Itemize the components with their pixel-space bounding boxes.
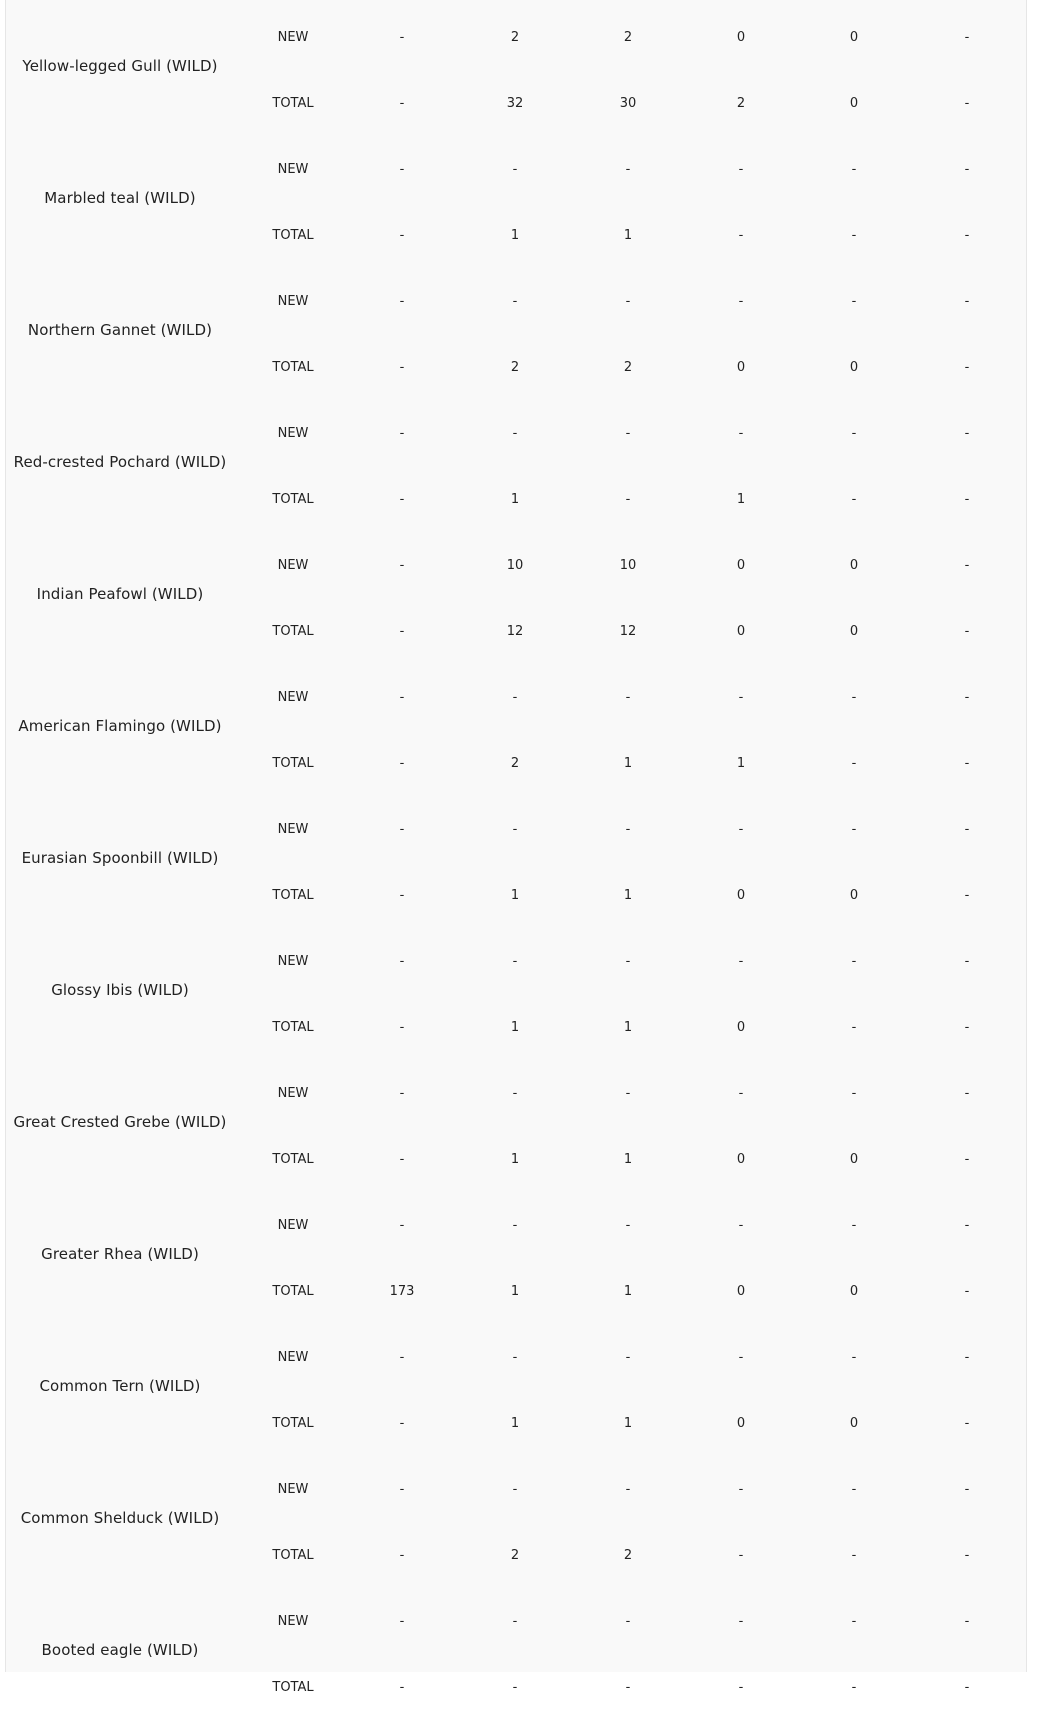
total-value: 2 <box>510 756 520 771</box>
new-value: - <box>738 822 744 837</box>
species-row <box>6 1584 1026 1716</box>
species-name: Great Crested Grebe (WILD) <box>13 1113 227 1131</box>
species-row <box>6 1188 1026 1320</box>
total-value: - <box>964 1020 970 1035</box>
species-row <box>6 660 1026 792</box>
total-value: - <box>625 1680 631 1695</box>
new-value: - <box>738 294 744 309</box>
total-row <box>6 621 1028 643</box>
new-value: 0 <box>849 30 859 45</box>
new-value: 0 <box>736 30 746 45</box>
total-value: - <box>964 492 970 507</box>
species-name: Indian Peafowl (WILD) <box>36 585 204 603</box>
total-value: - <box>964 1680 970 1695</box>
new-label: NEW <box>277 1350 309 1365</box>
new-row <box>6 555 1028 577</box>
new-value: - <box>625 1350 631 1365</box>
total-row <box>6 357 1028 379</box>
total-value: 1 <box>623 888 633 903</box>
new-value: - <box>399 426 405 441</box>
total-value: - <box>964 96 970 111</box>
total-label: TOTAL <box>272 888 314 903</box>
new-value: - <box>399 1482 405 1497</box>
new-value: 0 <box>736 558 746 573</box>
total-value: - <box>738 1680 744 1695</box>
new-value: - <box>399 1086 405 1101</box>
total-value: 0 <box>849 1284 859 1299</box>
total-label: TOTAL <box>272 492 314 507</box>
new-value: - <box>851 426 857 441</box>
new-label: NEW <box>277 1086 309 1101</box>
new-row <box>6 687 1028 709</box>
total-value: 1 <box>510 1020 520 1035</box>
new-label: NEW <box>277 954 309 969</box>
total-value: - <box>738 1548 744 1563</box>
species-name: Yellow-legged Gull (WILD) <box>22 57 218 75</box>
new-value: - <box>851 954 857 969</box>
total-value: - <box>851 756 857 771</box>
total-value: 2 <box>510 360 520 375</box>
total-value: 2 <box>623 360 633 375</box>
new-value: - <box>851 1482 857 1497</box>
new-value: - <box>964 30 970 45</box>
total-value: 0 <box>736 1416 746 1431</box>
total-row <box>6 1677 1028 1699</box>
new-row <box>6 291 1028 313</box>
total-row <box>6 1413 1028 1435</box>
new-label: NEW <box>277 1482 309 1497</box>
species-name: Booted eagle (WILD) <box>41 1641 199 1659</box>
new-value: - <box>512 1086 518 1101</box>
total-label: TOTAL <box>272 624 314 639</box>
new-value: - <box>964 294 970 309</box>
total-value: 2 <box>736 96 746 111</box>
new-value: - <box>964 1218 970 1233</box>
new-value: - <box>964 1614 970 1629</box>
new-value: - <box>512 426 518 441</box>
new-value: - <box>964 1086 970 1101</box>
species-name: Red-crested Pochard (WILD) <box>13 453 227 471</box>
new-value: - <box>399 1350 405 1365</box>
species-name: Eurasian Spoonbill (WILD) <box>21 849 219 867</box>
new-value: 10 <box>506 558 524 573</box>
total-value: 30 <box>619 96 637 111</box>
total-value: 0 <box>849 624 859 639</box>
new-value: - <box>964 162 970 177</box>
new-row <box>6 1611 1028 1633</box>
total-value: 1 <box>510 492 520 507</box>
new-value: - <box>625 294 631 309</box>
total-value: - <box>399 888 405 903</box>
total-value: - <box>399 1680 405 1695</box>
new-label: NEW <box>277 690 309 705</box>
new-value: - <box>738 1086 744 1101</box>
total-row <box>6 93 1028 115</box>
total-value: 0 <box>849 360 859 375</box>
total-value: - <box>738 228 744 243</box>
total-value: 12 <box>619 624 637 639</box>
new-value: - <box>964 822 970 837</box>
new-value: - <box>399 558 405 573</box>
total-row <box>6 1281 1028 1303</box>
new-value: - <box>512 1350 518 1365</box>
new-value: - <box>625 690 631 705</box>
total-value: - <box>399 756 405 771</box>
total-value: - <box>964 1548 970 1563</box>
total-value: - <box>964 1284 970 1299</box>
total-value: - <box>851 492 857 507</box>
total-row <box>6 885 1028 907</box>
total-value: 1 <box>510 888 520 903</box>
total-label: TOTAL <box>272 96 314 111</box>
new-label: NEW <box>277 294 309 309</box>
new-value: - <box>851 162 857 177</box>
new-value: 2 <box>510 30 520 45</box>
new-value: - <box>625 426 631 441</box>
total-label: TOTAL <box>272 756 314 771</box>
species-row <box>6 132 1026 264</box>
new-value: - <box>851 822 857 837</box>
new-row <box>6 1215 1028 1237</box>
total-row <box>6 489 1028 511</box>
new-value: - <box>512 162 518 177</box>
total-value: - <box>851 1020 857 1035</box>
total-value: - <box>399 360 405 375</box>
total-value: 0 <box>849 96 859 111</box>
total-value: 1 <box>736 492 746 507</box>
total-value: 1 <box>623 1152 633 1167</box>
total-label: TOTAL <box>272 1152 314 1167</box>
species-name: Common Tern (WILD) <box>39 1377 201 1395</box>
new-value: - <box>738 1218 744 1233</box>
new-label: NEW <box>277 426 309 441</box>
total-label: TOTAL <box>272 1680 314 1695</box>
total-value: - <box>964 888 970 903</box>
new-value: - <box>399 162 405 177</box>
new-label: NEW <box>277 162 309 177</box>
total-value: 0 <box>736 888 746 903</box>
new-value: - <box>738 426 744 441</box>
species-row <box>6 1320 1026 1452</box>
total-value: 0 <box>849 1416 859 1431</box>
new-value: - <box>738 690 744 705</box>
total-value: 1 <box>510 1416 520 1431</box>
total-value: - <box>399 228 405 243</box>
total-label: TOTAL <box>272 360 314 375</box>
new-value: - <box>851 1218 857 1233</box>
total-label: TOTAL <box>272 228 314 243</box>
total-value: 1 <box>623 756 633 771</box>
new-value: - <box>738 1614 744 1629</box>
new-value: - <box>738 1482 744 1497</box>
total-row <box>6 1149 1028 1171</box>
new-row <box>6 819 1028 841</box>
total-value: - <box>399 1548 405 1563</box>
new-value: - <box>625 1086 631 1101</box>
total-value: 1 <box>510 228 520 243</box>
total-value: 0 <box>849 888 859 903</box>
total-value: - <box>964 228 970 243</box>
new-row <box>6 1479 1028 1501</box>
species-row <box>6 264 1026 396</box>
new-value: - <box>851 690 857 705</box>
new-value: - <box>625 1482 631 1497</box>
new-row <box>6 423 1028 445</box>
new-value: - <box>399 822 405 837</box>
species-row <box>6 1452 1026 1584</box>
new-value: - <box>625 954 631 969</box>
total-value: - <box>964 1152 970 1167</box>
new-value: - <box>964 954 970 969</box>
new-value: - <box>512 822 518 837</box>
new-value: - <box>512 294 518 309</box>
species-row <box>6 528 1026 660</box>
new-value: - <box>964 1350 970 1365</box>
new-value: - <box>738 1350 744 1365</box>
new-value: - <box>512 1614 518 1629</box>
new-row <box>6 1347 1028 1369</box>
new-value: - <box>738 162 744 177</box>
new-value: - <box>851 1614 857 1629</box>
total-value: 1 <box>510 1284 520 1299</box>
total-value: 1 <box>623 228 633 243</box>
new-value: - <box>625 1218 631 1233</box>
total-value: 1 <box>623 1284 633 1299</box>
new-value: - <box>964 690 970 705</box>
new-value: - <box>399 30 405 45</box>
new-value: - <box>738 954 744 969</box>
total-label: TOTAL <box>272 1284 314 1299</box>
total-value: - <box>964 360 970 375</box>
total-value: - <box>399 1416 405 1431</box>
species-row <box>6 924 1026 1056</box>
total-value: - <box>964 624 970 639</box>
new-label: NEW <box>277 30 309 45</box>
new-value: - <box>399 1218 405 1233</box>
total-value: - <box>625 492 631 507</box>
new-value: - <box>512 1482 518 1497</box>
new-value: - <box>399 954 405 969</box>
total-value: - <box>399 624 405 639</box>
total-label: TOTAL <box>272 1548 314 1563</box>
new-label: NEW <box>277 822 309 837</box>
total-value: 1 <box>623 1416 633 1431</box>
total-value: 173 <box>389 1284 415 1299</box>
total-row <box>6 1017 1028 1039</box>
species-name: Marbled teal (WILD) <box>44 189 196 207</box>
new-value: - <box>512 954 518 969</box>
species-name: Common Shelduck (WILD) <box>20 1509 220 1527</box>
total-label: TOTAL <box>272 1020 314 1035</box>
new-value: - <box>625 822 631 837</box>
total-value: 2 <box>510 1548 520 1563</box>
total-value: 12 <box>506 624 524 639</box>
new-value: - <box>851 294 857 309</box>
new-row <box>6 951 1028 973</box>
new-value: - <box>964 426 970 441</box>
species-name: American Flamingo (WILD) <box>18 717 222 735</box>
new-value: - <box>964 1482 970 1497</box>
total-value: - <box>512 1680 518 1695</box>
new-value: - <box>512 1218 518 1233</box>
total-value: 0 <box>849 1152 859 1167</box>
new-value: 10 <box>619 558 637 573</box>
species-row <box>6 792 1026 924</box>
total-value: - <box>964 1416 970 1431</box>
species-row <box>6 396 1026 528</box>
total-value: 2 <box>623 1548 633 1563</box>
total-value: 32 <box>506 96 524 111</box>
total-value: - <box>399 1152 405 1167</box>
species-name: Glossy Ibis (WILD) <box>51 981 189 999</box>
new-value: - <box>851 1086 857 1101</box>
total-value: - <box>399 492 405 507</box>
new-row <box>6 159 1028 181</box>
species-name: Northern Gannet (WILD) <box>27 321 213 339</box>
total-row <box>6 753 1028 775</box>
new-value: - <box>625 1614 631 1629</box>
new-row <box>6 1083 1028 1105</box>
species-row <box>6 0 1026 132</box>
new-value: - <box>851 1350 857 1365</box>
new-value: - <box>625 162 631 177</box>
species-name: Greater Rhea (WILD) <box>41 1245 199 1263</box>
new-value: 0 <box>849 558 859 573</box>
total-value: - <box>399 96 405 111</box>
new-value: - <box>399 690 405 705</box>
total-value: 1 <box>623 1020 633 1035</box>
new-value: - <box>964 558 970 573</box>
new-value: - <box>399 1614 405 1629</box>
new-value: - <box>512 690 518 705</box>
new-label: NEW <box>277 1218 309 1233</box>
total-value: - <box>851 1548 857 1563</box>
species-row <box>6 1056 1026 1188</box>
new-row <box>6 27 1028 49</box>
total-value: - <box>399 1020 405 1035</box>
total-value: 0 <box>736 360 746 375</box>
total-value: 0 <box>736 1152 746 1167</box>
new-label: NEW <box>277 558 309 573</box>
total-row <box>6 1545 1028 1567</box>
total-row <box>6 225 1028 247</box>
total-value: 1 <box>736 756 746 771</box>
total-value: 0 <box>736 1020 746 1035</box>
total-value: 1 <box>510 1152 520 1167</box>
total-value: - <box>851 1680 857 1695</box>
total-value: - <box>964 756 970 771</box>
total-label: TOTAL <box>272 1416 314 1431</box>
total-value: - <box>851 228 857 243</box>
total-value: 0 <box>736 1284 746 1299</box>
new-value: - <box>399 294 405 309</box>
new-value: 2 <box>623 30 633 45</box>
species-stats-table <box>5 0 1027 1695</box>
total-value: 0 <box>736 624 746 639</box>
new-label: NEW <box>277 1614 309 1629</box>
